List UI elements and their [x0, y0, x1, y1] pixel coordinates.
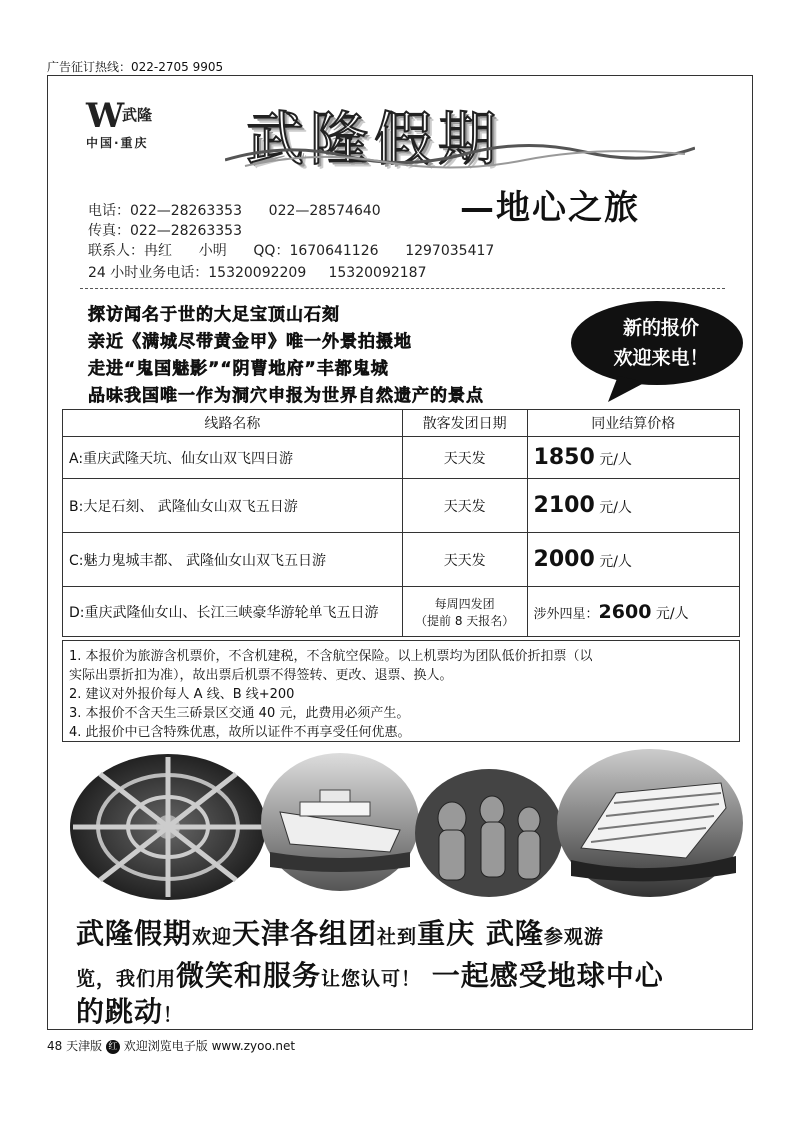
- route-cell: B:大足石刻、 武隆仙女山双飞五日游: [63, 479, 403, 533]
- closing-brand: 武隆假期: [76, 917, 193, 950]
- closing-highlight: 一起感受地球中心: [421, 959, 664, 992]
- promo-line: 亲近《满城尽带黄金甲》唯一外景拍摄地: [88, 332, 412, 352]
- company-logo: [86, 96, 196, 156]
- closing-highlight: 的跳动: [76, 995, 164, 1028]
- price-value: 2000: [533, 547, 595, 572]
- date-cell: 天天发: [402, 479, 527, 533]
- header-price: 同业结算价格: [527, 410, 739, 437]
- closing-highlight: 重庆: [417, 917, 476, 950]
- price-cell: [527, 437, 739, 479]
- bubble-line-2: 欢迎来电！: [613, 347, 709, 369]
- subtitle: —地心之旅: [460, 188, 640, 228]
- footer-text: 欢迎浏览电子版 www.zyoo.net: [123, 1039, 296, 1053]
- cruise-ship-photo: [260, 752, 420, 892]
- table-row: [63, 587, 740, 637]
- closing-text: 社到: [377, 926, 418, 948]
- logo-brand: 武隆: [122, 106, 153, 124]
- route-cell: A:重庆武隆天坑、仙女山双飞四日游: [63, 437, 403, 479]
- logo-w-icon: W: [86, 96, 121, 136]
- title-wave-decoration: [225, 140, 695, 170]
- date-main: 每周四发团: [434, 596, 495, 611]
- closing-text: 览，我们用: [76, 968, 177, 990]
- table-row: [63, 479, 740, 533]
- route-cell: C:魅力鬼城丰都、 武隆仙女山双飞五日游: [63, 533, 403, 587]
- closing-text: 参观游: [543, 926, 604, 948]
- promo-line: 走进“鬼国魅影”“阴曹地府”丰都鬼城: [88, 359, 389, 379]
- bubble-line-1: 新的报价: [622, 317, 699, 339]
- note-line: 4. 此报价中已含特殊优惠，故所以证件不再享受任何优惠。: [69, 725, 411, 740]
- closing-line-3: [76, 990, 726, 1030]
- price-prefix: 涉外四星：: [533, 606, 599, 622]
- date-cell: 天天发: [402, 437, 527, 479]
- closing-text: ！: [163, 1004, 184, 1026]
- price-unit: 元/人: [599, 554, 632, 570]
- price-value: 2600: [598, 600, 652, 623]
- closing-line-1: [76, 912, 726, 952]
- closing-highlight: 微笑和服务: [176, 959, 322, 992]
- promo-line: 探访闻名于世的大足宝顶山石刻: [88, 305, 340, 325]
- closing-text: 让您认可！: [321, 968, 422, 990]
- note-line: 1. 本报价为旅游含机票价，不含机建税，不含航空保险。以上机票均为团队低价折扣票（以: [69, 649, 593, 664]
- price-cell: [527, 479, 739, 533]
- cruise-ship-large-photo: [556, 748, 744, 898]
- price-cell: [527, 533, 739, 587]
- page-footer: [47, 1037, 295, 1054]
- price-unit: 元/人: [655, 605, 689, 622]
- price-unit: 元/人: [599, 452, 632, 468]
- price-value: 2100: [533, 493, 595, 518]
- ad-hotline: 广告征订热线：022-2705 9905: [47, 60, 224, 74]
- stone-carving-wheel-photo: [68, 752, 268, 902]
- notes-box: [62, 640, 740, 742]
- date-cell: 天天发: [402, 533, 527, 587]
- main-title: 武隆假期: [246, 105, 503, 173]
- closing-line-2: [76, 954, 726, 994]
- header-route: 线路名称: [63, 410, 403, 437]
- contact-hotline: 24 小时业务电话：15320092209 15320092187: [88, 265, 427, 281]
- table-row: [63, 533, 740, 587]
- promo-line: 品味我国唯一作为洞穴申报为世界自然遗产的景点: [88, 386, 484, 406]
- price-table: [62, 409, 740, 637]
- note-line: 2. 建议对外报价每人 A 线、B 线+200: [69, 687, 295, 702]
- contact-fax: 传真：022—28263353: [88, 223, 242, 239]
- price-cell: [527, 587, 739, 637]
- table-row: [63, 437, 740, 479]
- divider: [80, 288, 725, 289]
- closing-text: 欢迎: [192, 926, 233, 948]
- closing-highlight: 武隆: [475, 917, 544, 950]
- price-unit: 元/人: [599, 500, 632, 516]
- footer-page: 48 天津版: [47, 1039, 103, 1053]
- price-value: 1850: [533, 445, 595, 470]
- note-line: 实际出票折扣为准），故出票后机票不得签转、更改、退票、换人。: [69, 668, 453, 683]
- closing-highlight: 天津各组团: [232, 917, 378, 950]
- note-line: 3. 本报价不含天生三硚景区交通 40 元，此费用必须产生。: [69, 706, 410, 721]
- buddha-statues-photo: [414, 768, 564, 898]
- date-cell: [402, 587, 527, 637]
- footer-badge-icon: 红: [106, 1040, 120, 1054]
- header-date: 散客发团日期: [402, 410, 527, 437]
- route-cell: D:重庆武隆仙女山、长江三峡豪华游轮单飞五日游: [63, 587, 403, 637]
- contact-person: 联系人：冉红 小明 QQ：1670641126 1297035417: [88, 243, 495, 259]
- contact-phone: 电话：022—28263353 022—28574640: [88, 203, 381, 219]
- date-note: （提前 8 天报名）: [415, 613, 515, 628]
- logo-location: 中国·重庆: [86, 136, 149, 150]
- table-header-row: [63, 410, 740, 437]
